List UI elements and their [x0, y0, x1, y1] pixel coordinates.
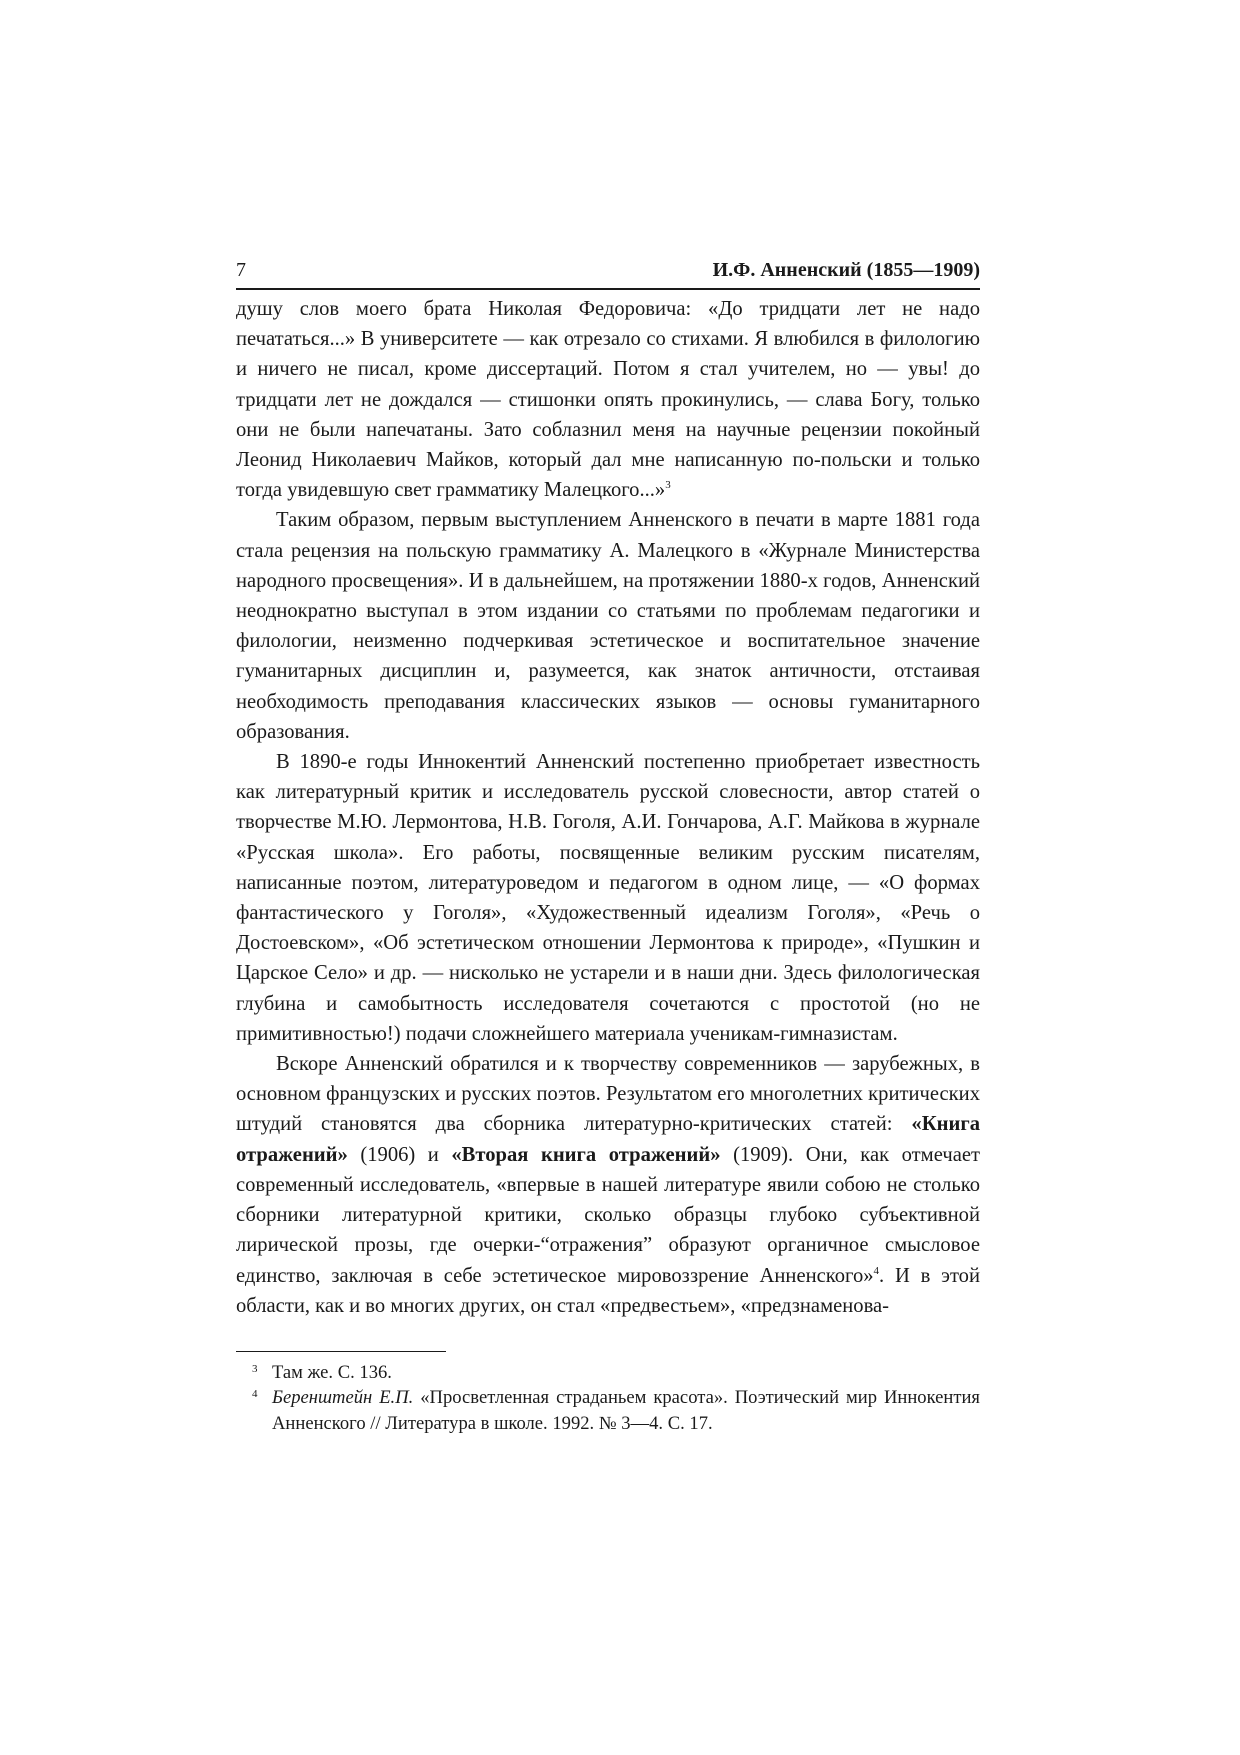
paragraph-2: Таким образом, первым выступлением Анненского в печати в марте 1881 года стала рецензия на польскую грамматику А. Малецкого в «Журнале Министерства народного просвещения». И в дальнейшем, на протяжении 1880-х годов, Анненский неоднократно выступал в этом издании со статьями по проблемам педагогики и филологии, неизменно подчеркивая эстетическое и воспитательное значение гуманитарных дисциплин и, разумеется, как знаток античности, отстаивая необходимость преподавания классических языков — основы гуманитарного образования. — [236, 509, 980, 743]
footnote-ref-4: 4 — [873, 1264, 880, 1277]
book-title-2: «Вторая книга отражений» — [451, 1143, 721, 1166]
paragraph-3: В 1890-е годы Иннокентий Анненский постепенно приобретает известность как литературный критик и исследователь русской словесности, автор статей о творчестве М.Ю. Лермонтова, Н.В. Гоголя, А.И. Гончарова, А.Г. Майкова в журнале «Русская школа». Его работы, посвященные великим русским писателям, написанные поэтом, литературоведом и педагогом в одном лице, — «О формах фантастического у Гоголя», «Художественный идеализм Гоголя», «Речь о Достоевском», «Об эстетическом отношении Лермонтова к природе», «Пушкин и Царское Село» и др. — нисколько не устарели и в наши дни. Здесь филологическая глубина и самобытность исследователя сочетаются с простотой (но не примитивностью!) подачи сложнейшего материала ученикам-гимназистам. — [236, 751, 980, 1045]
book-page — [236, 258, 980, 1436]
footnote-text: Там же. С. 136. — [272, 1361, 392, 1383]
footnote-number: 4 — [252, 1388, 258, 1401]
paragraph-4 — [236, 1049, 980, 1321]
footnote-divider — [236, 1351, 446, 1352]
footnote-author: Беренштейн Е.П. — [272, 1387, 414, 1409]
paragraph-1-text: душу слов моего брата Николая Федоровича: «До тридцати лет не надо печататься...» В университете — как отрезало со стихами. Я влюбился в филологию и ничего не писал, кроме диссертаций. Потом я стал учителем, но — увы! до тридцати лет не дождался — стишонки опять прокинулись, — слава Богу, только они не были напечатаны. Зато соблазнил меня на научные рецензии покойный Леонид Николаевич Майков, который дал мне написанную по-польски и только тогда увидевшую свет грамматику Малецкого...» — [236, 298, 980, 502]
page-number: 7 — [236, 259, 246, 281]
running-header — [236, 258, 980, 290]
paragraph-4-part-1: Вскоре Анненский обратился и к творчеству современников — зарубежных, в основном французских и русских поэтов. Результатом его многолетних критических штудий становятся два сборника литературно-критических статей: — [236, 1053, 980, 1136]
running-title: И.Ф. Анненский (1855—1909) — [712, 259, 980, 281]
footnotes — [236, 1360, 980, 1437]
book-title-1: «Книга отражений» — [236, 1113, 980, 1166]
paragraph-4-part-3: (1909). Они, как отмечает современный исследователь, «впервые в нашей литературе явили собою не столько сборники литературной критики, сколько образцы глубоко субъективной лирической прозы, где очерки-“отражения” образуют органичное смысловое единство, заключая в себе эстетическое мировоззрение Анненского» — [236, 1143, 980, 1287]
footnote-number: 3 — [252, 1362, 258, 1375]
footnote-ref-3: 3 — [665, 479, 671, 492]
paragraph-1 — [236, 294, 980, 505]
footnote-4 — [236, 1385, 980, 1436]
main-text — [236, 294, 980, 1321]
paragraph-4-part-4: . И в этой области, как и во многих других, он стал «предвестьем», «предзнаменова- — [236, 1264, 980, 1317]
footnote-3 — [236, 1360, 980, 1386]
footnote-text: «Просветленная страданьем красота». Поэтический мир Иннокентия Анненского // Литература в школе. 1992. № 3—4. С. 17. — [272, 1387, 980, 1434]
paragraph-4-part-2: (1906) и — [360, 1143, 439, 1166]
